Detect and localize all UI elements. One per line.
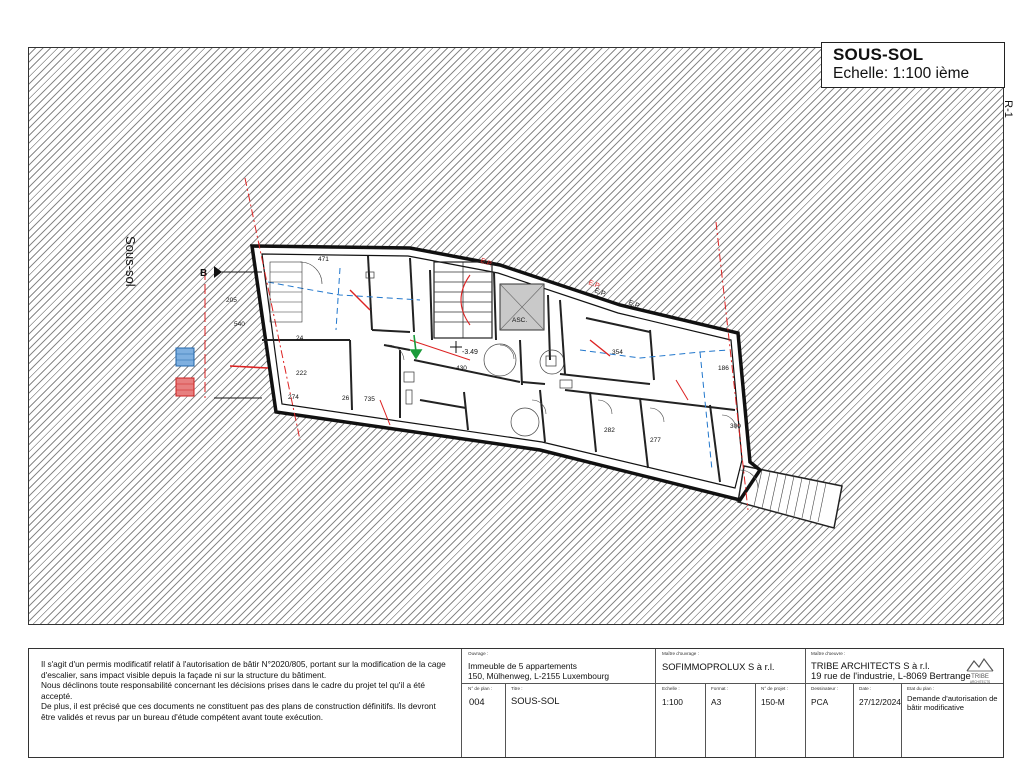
divider [853,683,854,757]
note-1: Il s'agit d'un permis modificatif relatif à l'autorisation de bâtir N°2020/805, portant sur la modification de la cage d'escalier, sans impact visible depuis la façade ni sur la structure du bâtiment. [41,659,446,680]
dim-205: 205 [226,297,237,304]
dim-540: 540 [234,321,245,328]
dim-277: 277 [650,437,661,444]
projet: 150-M [761,697,785,707]
note-2: Nous déclinons toute responsabilité concernant les décisions prises dans le cadre du projet tel qu'il a été accepté. [41,680,425,701]
dim-354: 354 [612,349,623,356]
divider [461,683,1003,684]
title-block [28,648,1004,758]
phase-label: Etat du plan : [907,686,935,691]
dessinateur-label: Dessinateur : [811,686,839,691]
plan-no-label: N° de plan : [468,686,493,691]
maitre-oeuvre-line-1: TRIBE ARCHITECTS S à r.l. [811,660,930,671]
sheet-reference-label: R-1 [1001,100,1014,118]
ep-label-2: E.P. [587,279,602,291]
echelle-label: Echelle : [662,686,680,691]
format: A3 [711,697,722,707]
section-mark-label: B [200,268,208,279]
projet-label: N° de projet : [761,686,788,691]
drawing-title: SOUS-SOL [833,45,924,64]
lift-label: ASC. [512,317,528,324]
drawing-scale: Echelle: 1:100 ième [833,65,970,82]
maitre-oeuvre-line-2: 19 rue de l'industrie, L-8069 Bertrange [811,670,971,681]
maitre-ouvrage: SOFIMMOPROLUX S à r.l. [662,661,775,672]
dim-300: 300 [730,423,741,430]
format-label: Format : [711,686,729,691]
svg-text:TRIBE: TRIBE [971,674,989,680]
divider [655,649,656,757]
ep-label-3: E.P. [593,287,608,299]
exterior-stair-ramp [738,466,842,528]
dim-471: 471 [318,256,329,263]
titre-label: Titre : [511,686,523,691]
dim-26: 26 [342,395,350,402]
svg-text:ARCHITECTS: ARCHITECTS [969,680,991,684]
phase-line-1: Demande d'autorisation de [907,694,998,703]
ep-label-4: E.P. [627,299,642,311]
dim-282: 282 [604,427,615,434]
maitre-oeuvre-label: Maître d'oeuvre : [811,651,846,656]
dim-186: 186 [718,365,729,372]
maitre-ouvrage-label: Maître d'ouvrage : [662,651,699,656]
divider [505,683,506,757]
ouvrage-label: Ouvrage : [468,651,489,656]
titre: SOUS-SOL [511,695,560,706]
sheet-reference [1001,96,1022,124]
echelle: 1:100 [662,697,683,707]
legend-swatches [176,348,194,396]
divider [705,683,706,757]
dim-274: 274 [288,394,299,401]
plan-no: 004 [469,696,485,707]
tribe-logo [963,653,997,685]
divider [901,683,902,757]
title-box [821,42,1005,88]
divider [461,649,462,757]
ep-label-1: E.P. [479,257,494,269]
dessinateur: PCA [811,697,829,707]
dim-222: 222 [296,370,307,377]
dim-430: 430 [456,365,467,372]
dim-735: 735 [364,396,375,403]
phase-line-2: bâtir modificative [907,703,964,712]
divider [755,683,756,757]
note-3: De plus, il est précisé que ces documents ne constituent pas des plans de construction définitifs. Ils devront être validés et revus par un bureau d'étude compétent avant toute exécution. [41,701,436,722]
disclaimer-notes [41,659,451,723]
ouvrage-line-2: 150, Mülhenweg, L-2155 Luxembourg [468,671,610,681]
side-label-sous-sol: Sous-sol [123,236,138,287]
level-label: -3.49 [462,349,478,356]
date: 27/12/2024 [859,697,901,707]
dim-24: 24 [296,335,304,342]
divider [805,649,806,757]
date-label: Date : [859,686,872,691]
ouvrage-line-1: Immeuble de 5 appartements [468,661,577,671]
